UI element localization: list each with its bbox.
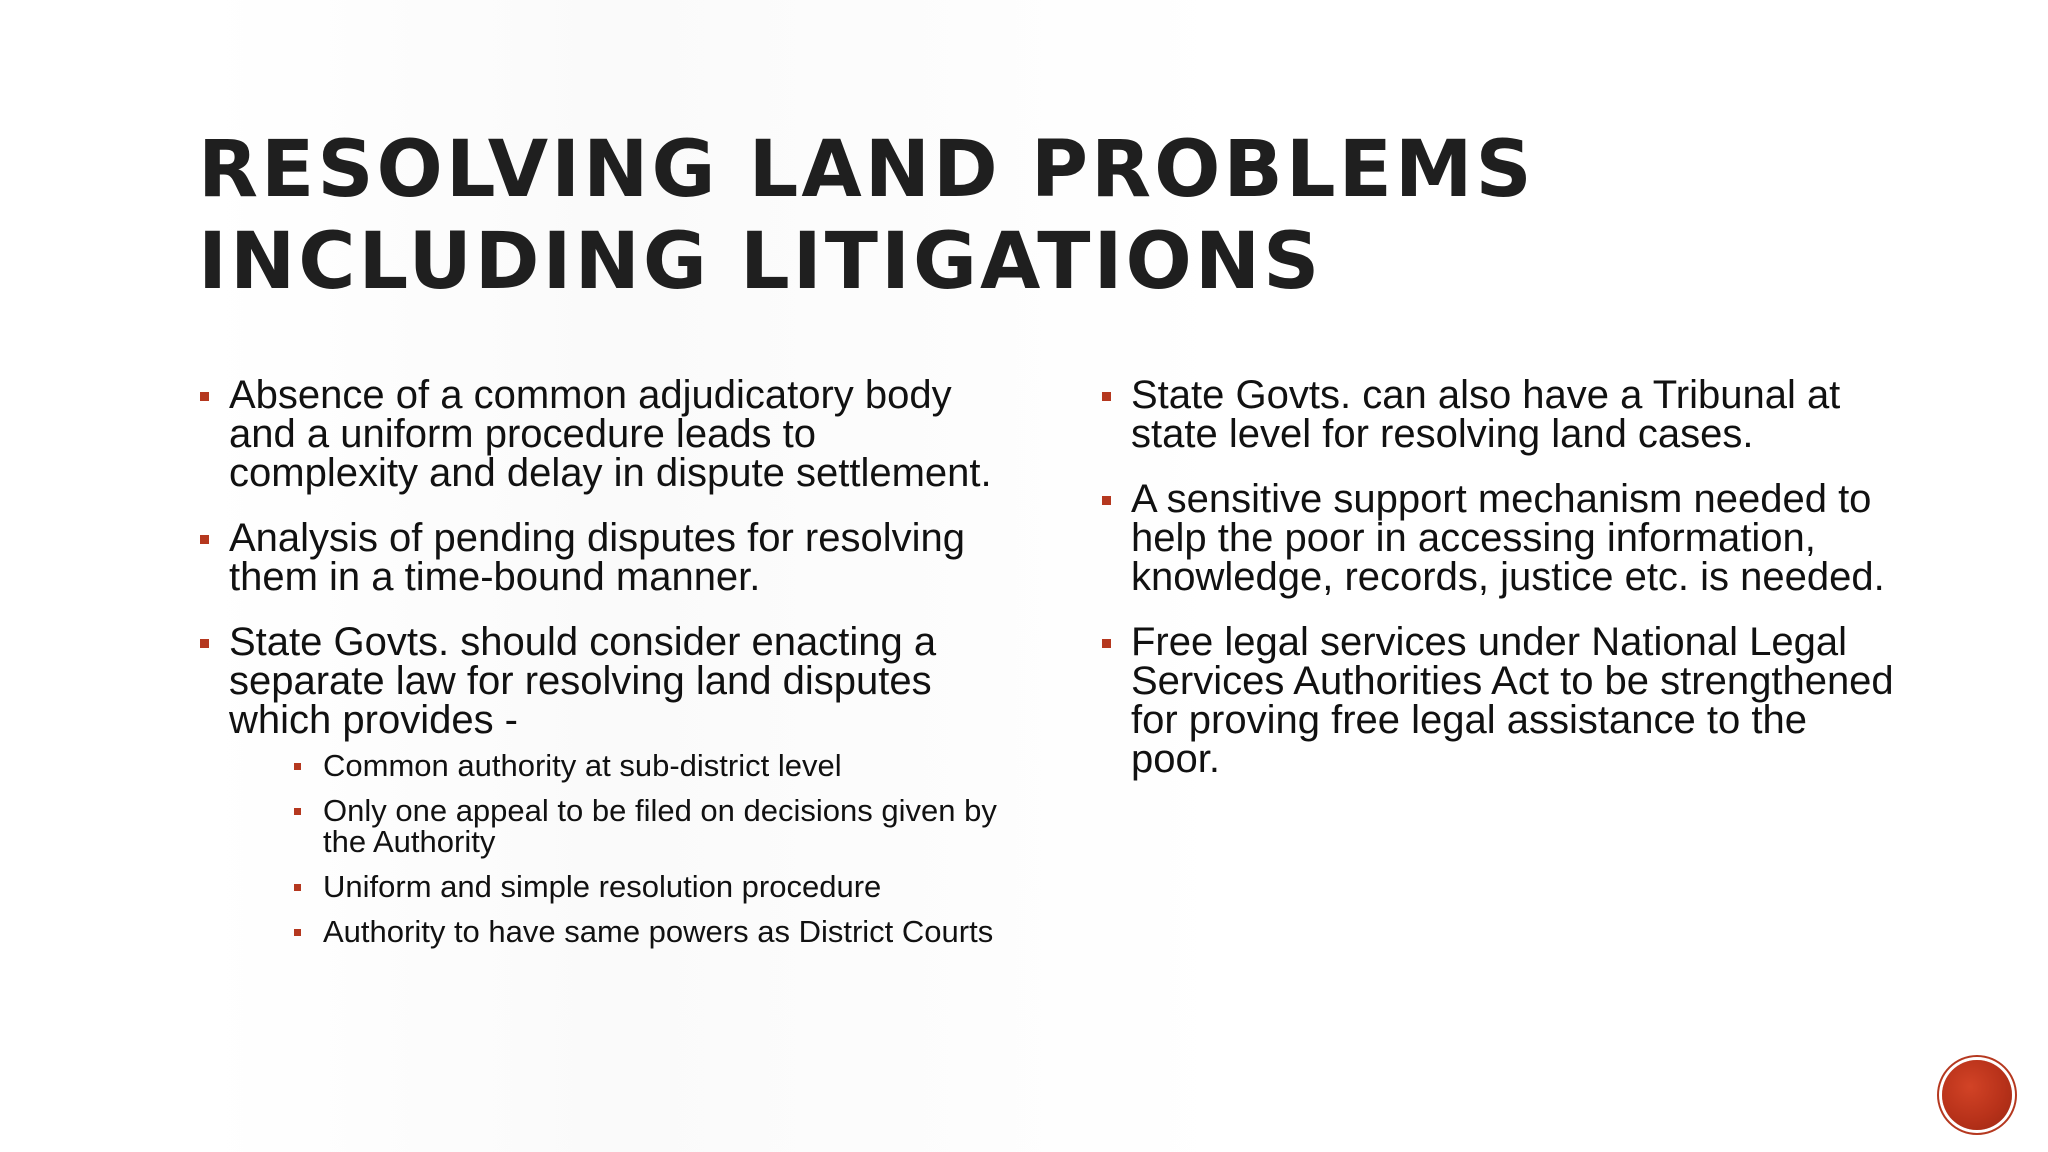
sub-bullet-item [292, 871, 998, 902]
square-bullet-icon [1102, 496, 1111, 505]
left-bullet-list [198, 373, 998, 973]
square-bullet-icon [294, 763, 301, 770]
slide-title [198, 124, 1898, 308]
sub-bullet-text: Common authority at sub-district level [323, 748, 842, 783]
square-bullet-icon [294, 808, 301, 815]
bullet-item [198, 516, 998, 599]
title-line-2: INCLUDING LITIGATIONS [198, 217, 1323, 307]
square-bullet-icon [200, 392, 209, 401]
bullet-text: State Govts. can also have a Tribunal at state level for resolving land cases. [1131, 373, 1841, 456]
square-bullet-icon [294, 884, 301, 891]
sub-bullet-item [292, 750, 998, 781]
sub-bullet-text: Authority to have same powers as District Courts [323, 914, 994, 949]
bullet-text: Absence of a common adjudicatory body and a uniform procedure leads to complexity and delay in dispute settlement. [229, 373, 992, 495]
bullet-text: State Govts. should consider enacting a separate law for resolving land disputes which provides - [229, 620, 937, 742]
bullet-item [198, 373, 998, 495]
bullet-text: Free legal services under National Legal Services Authorities Act to be strengthened for proving free legal assistance to the poor. [1131, 620, 1894, 781]
sub-bullet-text: Uniform and simple resolution procedure [323, 869, 882, 904]
bullet-item [198, 620, 998, 949]
square-bullet-icon [200, 639, 209, 648]
title-line-1: RESOLVING LAND PROBLEMS [198, 125, 1535, 215]
sub-bullet-text: Only one appeal to be filed on decisions given by the Authority [323, 793, 997, 859]
bullet-item [1100, 477, 1900, 599]
bullet-text: A sensitive support mechanism needed to help the poor in accessing information, knowledge, records, justice etc. is needed. [1131, 477, 1885, 599]
slide-nav-circle-icon[interactable] [1942, 1060, 2012, 1130]
sub-bullet-item [292, 916, 998, 947]
square-bullet-icon [1102, 639, 1111, 648]
square-bullet-icon [1102, 392, 1111, 401]
right-bullet-list [1100, 373, 1900, 805]
bullet-item [1100, 620, 1900, 781]
bullet-text: Analysis of pending disputes for resolving them in a time-bound manner. [229, 516, 965, 599]
bullet-item [1100, 373, 1900, 456]
sub-bullet-item [292, 795, 998, 857]
sub-bullet-list [229, 750, 998, 947]
square-bullet-icon [294, 929, 301, 936]
square-bullet-icon [200, 535, 209, 544]
